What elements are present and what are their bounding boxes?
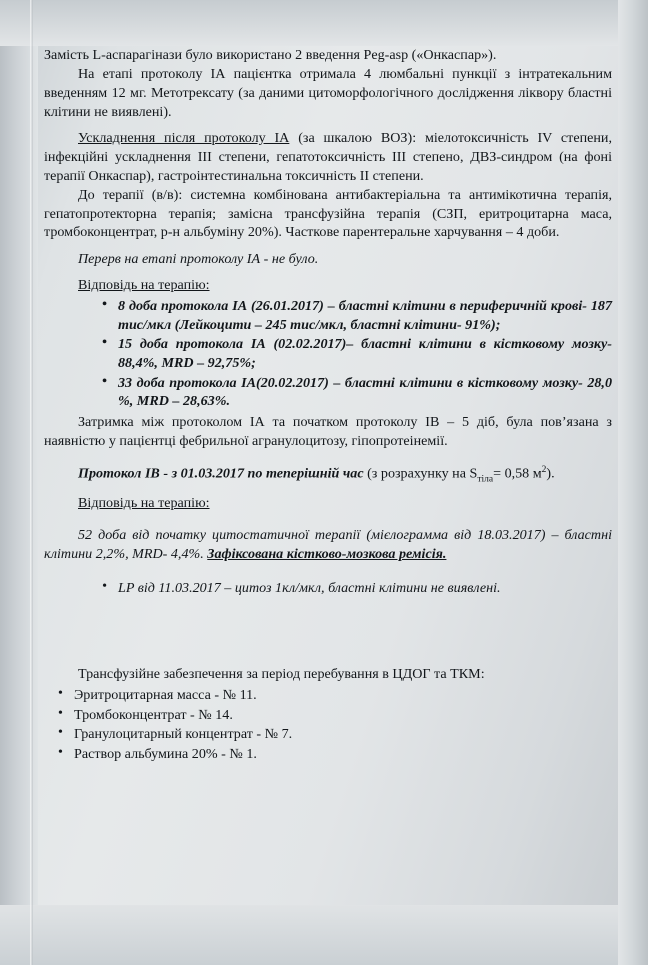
protocol-ib-tail-c: ). [546,465,555,482]
complications-heading: Ускладнення після протоколу ІА [78,130,290,147]
spacer [44,451,612,464]
list-item: • 33 доба протокола ІА(20.02.2017) – бластні клітини в кістковому мозку- 28,0 %, MRD – 28,63%. [118,374,612,411]
paragraph-3: До терапії (в/в): системна комбінована антибактеріальна та антимікотична терапія, гепатопротекторна терапія; замісна трансфузійна терапія (СЗП, еритроцитарна маса, тромбоконцентрат, р-н альбуміну 20%). Часткове парентеральне харчування – 4 доби. [44,186,612,241]
response-bullet-list [44,297,612,411]
response-heading-2 [44,494,612,513]
list-item: • 15 доба протокола ІА (02.02.2017)– бластні клітини в кістковому мозку- 88,4%, MRD – 92,75%; [118,335,612,372]
remission-text: 52 доба від початку цитостатичної терапії (мієлограмма від 18.03.2017) – бластні клітини 2,2%, MRD- 4,4%. [44,527,612,563]
list-item: • Раствор альбумина 20% - № 1. [74,745,612,764]
paragraph-4-break-note: Перерв на етапі протоколу ІА - не було. [78,250,319,267]
paragraph-9-remission [44,526,612,563]
response-heading-1 [44,276,612,295]
protocol-ib-tail-a: (з розрахунку на S [367,465,478,482]
response-heading-2-text: Відповідь на терапію: [78,494,210,511]
spacer [44,513,612,526]
lp-bullet-list [44,579,612,598]
page-bottom-shadow [0,905,648,965]
spacer [44,269,612,276]
spacer [44,600,612,652]
paragraph-2 [44,129,612,185]
spacer [44,122,612,129]
spacer [44,487,612,494]
protocol-ib-title: Протокол ІВ - з 01.03.2017 по теперішній час [78,465,364,482]
list-item: • Гранулоцитарный концентрат - № 7. [74,725,612,744]
list-item: • LP від 11.03.2017 – цитоз 1кл/мкл, бластні клітини не виявлені. [118,579,612,598]
paragraph-1-line1: Замість L-аспарагінази було використано 2 введення Peg-asp («Онкаспар»). [44,47,497,63]
remission-fixed-note: Зафіксована кістково-мозкова ремісія. [207,546,447,563]
spacer [44,652,612,665]
spacer [44,243,612,250]
complications-rest: : міелотоксичність IV степени, інфекційні ускладнення III степени, гепатотоксичність III степено, ДВЗ-синдром (на фоні терапії Онкаспар), гастроінтестинальна токсичність ІІ степени. [44,130,612,184]
list-item: • Тромбоконцентрат - № 14. [74,706,612,725]
list-item: • 8 доба протокола ІА (26.01.2017) – бластні клітини в периферичній крові- 187 тис/мкл (Лейкоцити – 245 тис/мкл, бластні клітини- 91%); [118,297,612,334]
paragraph-1 [44,46,612,65]
paragraph-1-rest: На етапі протоколу ІА пацієнтка отримала 4 люмбальні пункції з інтратекальним введенням 12 мг. Метотрексату (за даними цитоморфологічного дослідження ліквору бластні клітини не виявлені). [44,66,612,120]
list-item: • Эритроцитарная масса - № 11. [74,686,612,705]
complications-scale: (за шкалою ВОЗ) [298,130,413,147]
spacer [44,564,612,577]
paragraph-7-protocol-ib [44,464,612,486]
transfusion-heading: Трансфузійне забезпечення за період перебування в ЦДОГ та ТКМ: [78,666,485,683]
paragraph-6: Затримка між протоколом ІА та початком протоколу ІВ – 5 діб, була пов’язана з наявністю у пацієнтці фебрильної агранулоцитозу, гіпопротеінемії. [44,414,612,449]
protocol-ib-tail-b: = 0,58 м [493,465,542,482]
protocol-ib-sup: 2 [541,465,547,476]
protocol-ib-sub: тіла [477,474,494,485]
transfusion-list [44,686,612,764]
response-heading-1-text: Відповідь на терапію: [78,277,210,294]
